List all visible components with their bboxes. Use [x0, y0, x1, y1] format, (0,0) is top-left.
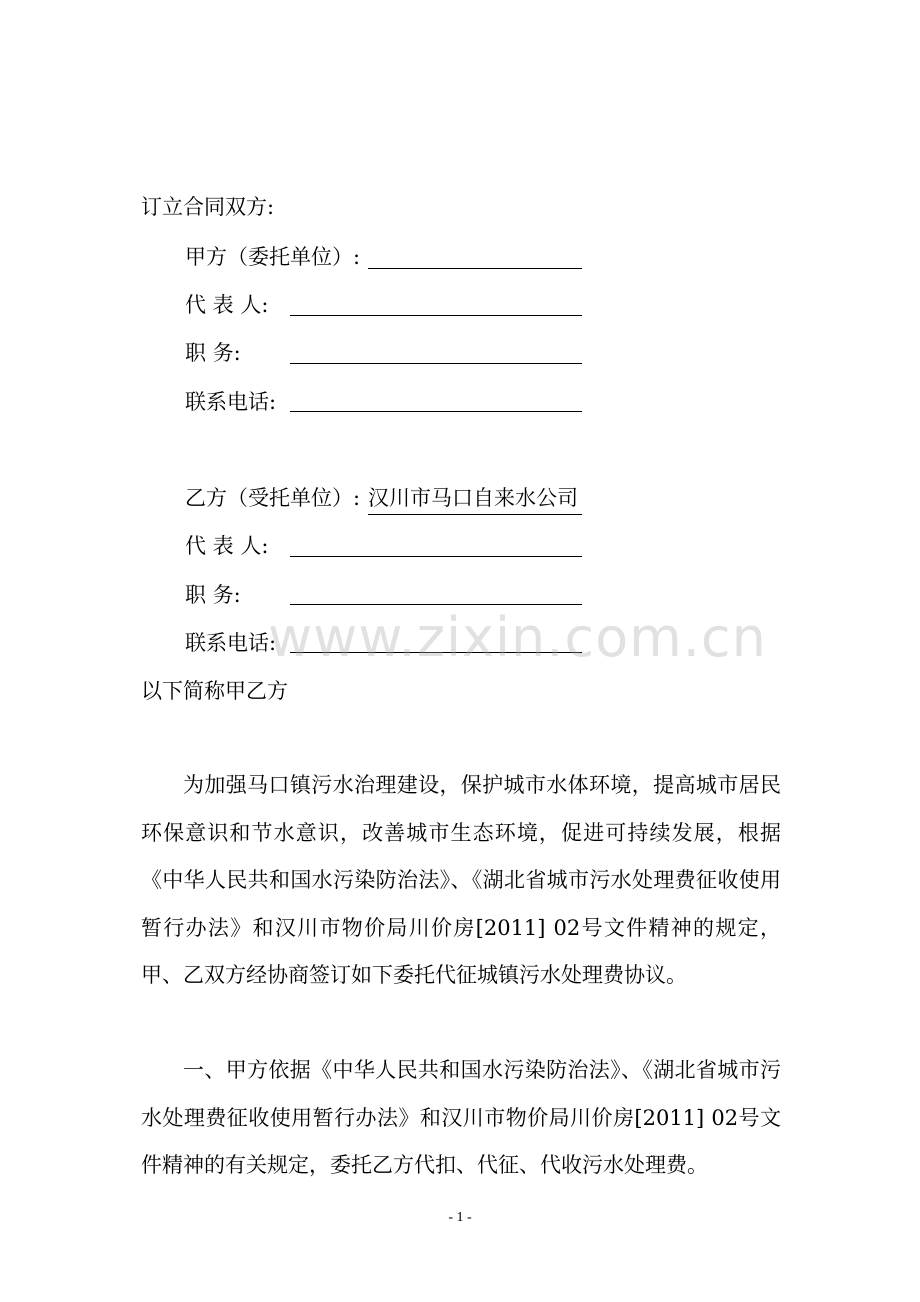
clause-1-paragraph: 一、甲方依据《中华人民共和国水污染防治法》、《湖北省城市污水处理费征收使用暂行办法》和汉川市物价局川价房[2011] 02号文件精神的有关规定，委托乙方代扣、代征、代收污水处理费。 — [141, 1058, 781, 1177]
party-a-rep-blank — [290, 315, 582, 316]
party-a-title-blank — [290, 363, 582, 364]
party-b-rep-blank — [290, 556, 582, 557]
party-a-rep-label: 代 表 人: — [185, 293, 269, 317]
party-a-title-label: 职 务: — [185, 341, 241, 365]
party-b-name-value: 汉川市马口自来水公司 — [368, 483, 582, 515]
party-a-phone-label: 联系电话: — [185, 390, 277, 414]
party-a-name-blank — [368, 268, 582, 269]
contract-parties-heading: 订立合同双方: — [141, 195, 275, 219]
watermark: www.zixin.com.cn — [268, 606, 767, 669]
party-b-title-label: 职 务: — [185, 583, 241, 607]
abbreviation-note: 以下简称甲乙方 — [141, 679, 288, 703]
party-b-title-blank — [290, 604, 582, 605]
party-b-label: 乙方（受托单位）: — [185, 486, 361, 510]
party-b-phone-label: 联系电话: — [185, 631, 277, 655]
party-a-phone-blank — [290, 411, 582, 412]
intro-paragraph: 为加强马口镇污水治理建设，保护城市水体环境，提高城市居民环保意识和节水意识，改善城市生态环境，促进可持续发展，根据《中华人民共和国水污染防治法》、《湖北省城市污水处理费征收使用暂行办法》和汉川市物价局川价房[2011] 02号文件精神的规定，甲、乙双方经协商签订如下委托代征城镇污水处理费协议。 — [141, 773, 781, 987]
party-a-label: 甲方（委托单位）: — [185, 245, 361, 269]
page-number: - 1 - — [448, 1210, 472, 1225]
party-b-rep-label: 代 表 人: — [185, 534, 269, 558]
